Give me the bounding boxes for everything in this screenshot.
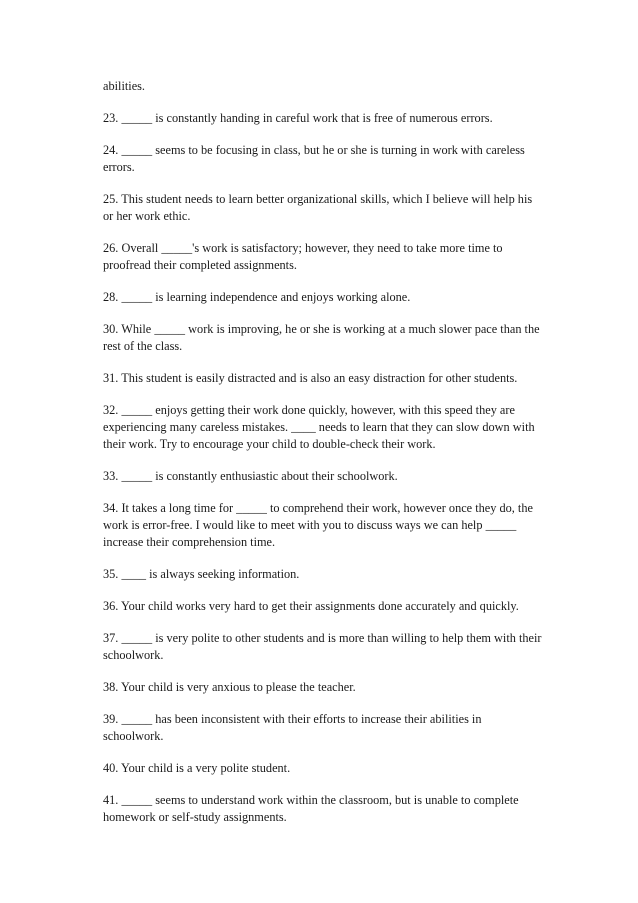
comment-list (103, 78, 543, 841)
comment-34: 34. It takes a long time for _____ to comprehend their work, however once they do, the work is error-free. I would like to meet with you to discuss ways we can help _____ increase their comprehension time. (103, 501, 533, 549)
comment-35: 35. ____ is always seeking information. (103, 567, 300, 581)
comment-37: 37. _____ is very polite to other students and is more than willing to help them with their schoolwork. (103, 631, 542, 662)
comment-33: 33. _____ is constantly enthusiastic about their schoolwork. (103, 469, 398, 483)
comment-25: 25. This student needs to learn better organizational skills, which I believe will help his or her work ethic. (103, 192, 533, 223)
comment-24: 24. _____ seems to be focusing in class, but he or she is turning in work with careless errors. (103, 143, 525, 174)
comment-23: 23. _____ is constantly handing in careful work that is free of numerous errors. (103, 111, 493, 125)
comment-36: 36. Your child works very hard to get their assignments done accurately and quickly. (103, 599, 519, 613)
paragraph-continuation: abilities. (103, 79, 146, 93)
comment-41: 41. _____ seems to understand work within the classroom, but is unable to complete homework or self-study assignments. (103, 793, 519, 824)
comment-31: 31. This student is easily distracted and is also an easy distraction for other students. (103, 371, 518, 385)
comment-28: 28. _____ is learning independence and enjoys working alone. (103, 290, 411, 304)
comment-38: 38. Your child is very anxious to please the teacher. (103, 680, 356, 694)
comment-30: 30. While _____ work is improving, he or she is working at a much slower pace than the rest of the class. (103, 322, 540, 353)
comment-26: 26. Overall _____'s work is satisfactory; however, they need to take more time to proofread their completed assignments. (103, 241, 503, 272)
comment-32: 32. _____ enjoys getting their work done quickly, however, with this speed they are experiencing many careless mistakes. ____ needs to learn that they can slow down with their work. Try to encourage your child to double-check their work. (103, 403, 535, 451)
comment-40: 40. Your child is a very polite student. (103, 761, 291, 775)
comment-39: 39. _____ has been inconsistent with their efforts to increase their abilities in schoolwork. (103, 712, 482, 743)
